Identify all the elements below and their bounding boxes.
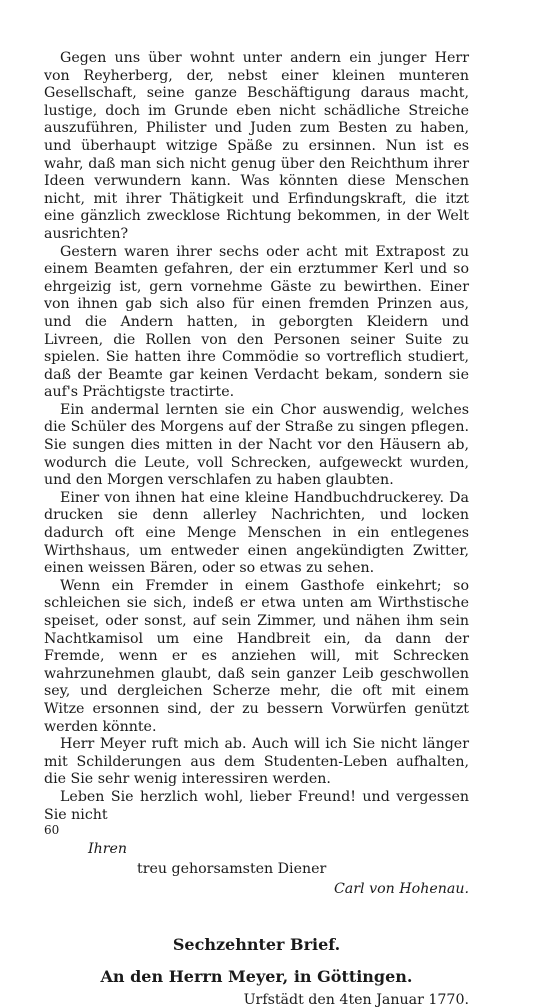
closing-sign-line: treu gehorsamsten Diener [137,861,327,878]
letter-closing [44,841,469,905]
body-paragraph-1: Gegen uns über wohnt unter andern ein junger Herr von Reyherberg, der, nebst einer kleinen munteren Gesellschaft, seine ganze Beschäftigung daraus macht, lustige, doch im Grunde eben nicht schädliche Streiche auszuführen, Philister und Juden zum Besten zu haben, und überhaupt witzige Späße zu ersinnen. Nun ist es wahr, daß man sich nicht genug über den Reichthum ihrer Ideen verwundern kann. Was könnten diese Menschen nicht, mit ihrer Thätigkeit und Erfindungskraft, die itzt eine gänzlich zwecklose Richtung bekommen, in der Welt ausrichten? [44,50,469,242]
body-paragraph-7: Leben Sie herzlich wohl, lieber Freund! und vergessen Sie nicht [44,788,469,823]
body-paragraph-6: Herr Meyer ruft mich ab. Auch will ich Sie nicht länger mit Schilderungen aus dem Studenten-Leben aufhalten, die Sie sehr wenig interessiren werden. [44,736,469,788]
letter-addressee-heading: An den Herrn Meyer, in Göttingen. [100,967,413,987]
letter-page [44,50,469,1008]
body-paragraph-2: Gestern waren ihrer sechs oder acht mit Extrapost zu einem Beamten gefahren, der ein erztummer Kerl und so ehrgeizig ist, gern vornehme Gäste zu bewirthen. Einer von ihnen gab sich also für einen fremden Prinzen aus, und die Andern hatten, in geborgten Kleidern und Livreen, die Rollen von den Personen seiner Suite zu spielen. Sie hatten ihre Commödie so vortreflich studiert, daß der Beamte gar keinen Verdacht bekam, sondern sie auf's Prächtigste tractirte. [44,243,469,401]
body-paragraph-3: Ein andermal lernten sie ein Chor auswendig, welches die Schüler des Morgens auf der Straße zu singen pflegen. Sie sungen dies mitten in der Nacht vor den Häusern ab, wodurch die Leute, voll Schrecken, aufgeweckt wurden, und den Morgen verschlafen zu haben glaubten. [44,401,469,489]
body-paragraph-5: Wenn ein Fremder in einem Gasthofe einkehrt; so schleichen sie sich, indeß er etwa unten am Wirthstische speiset, oder sonst, auf sein Zimmer, und nähen ihm sein Nachtkamisol um eine Handbreit ein, da dann der Fremde, wenn er es anziehen will, mit Schrecken wahrzunehmen glaubt, daß sein ganzer Leib geschwollen sey, und dergleichen Scherze mehr, die oft mit einem Witze ersonnen sind, der zu bessern Vorwürfen genützt werden könnte. [44,577,469,735]
letter-dateline: Urfstädt den 4ten Januar 1770. [243,992,469,1008]
closing-salutation: Ihren [88,841,128,858]
closing-signature: Carl von Hohenau. [333,881,469,898]
page-number: 60 [44,823,60,837]
letter-number-heading: Sechzehnter Brief. [172,935,341,955]
body-paragraph-4: Einer von ihnen hat eine kleine Handbuchdruckerey. Da drucken sie denn allerley Nachrichten, und locken dadurch oft eine Menge Menschen in ein entlegenes Wirthshaus, um entweder einen angekündigten Zwitter, einen weissen Bären, oder so etwas zu sehen. [44,489,469,577]
